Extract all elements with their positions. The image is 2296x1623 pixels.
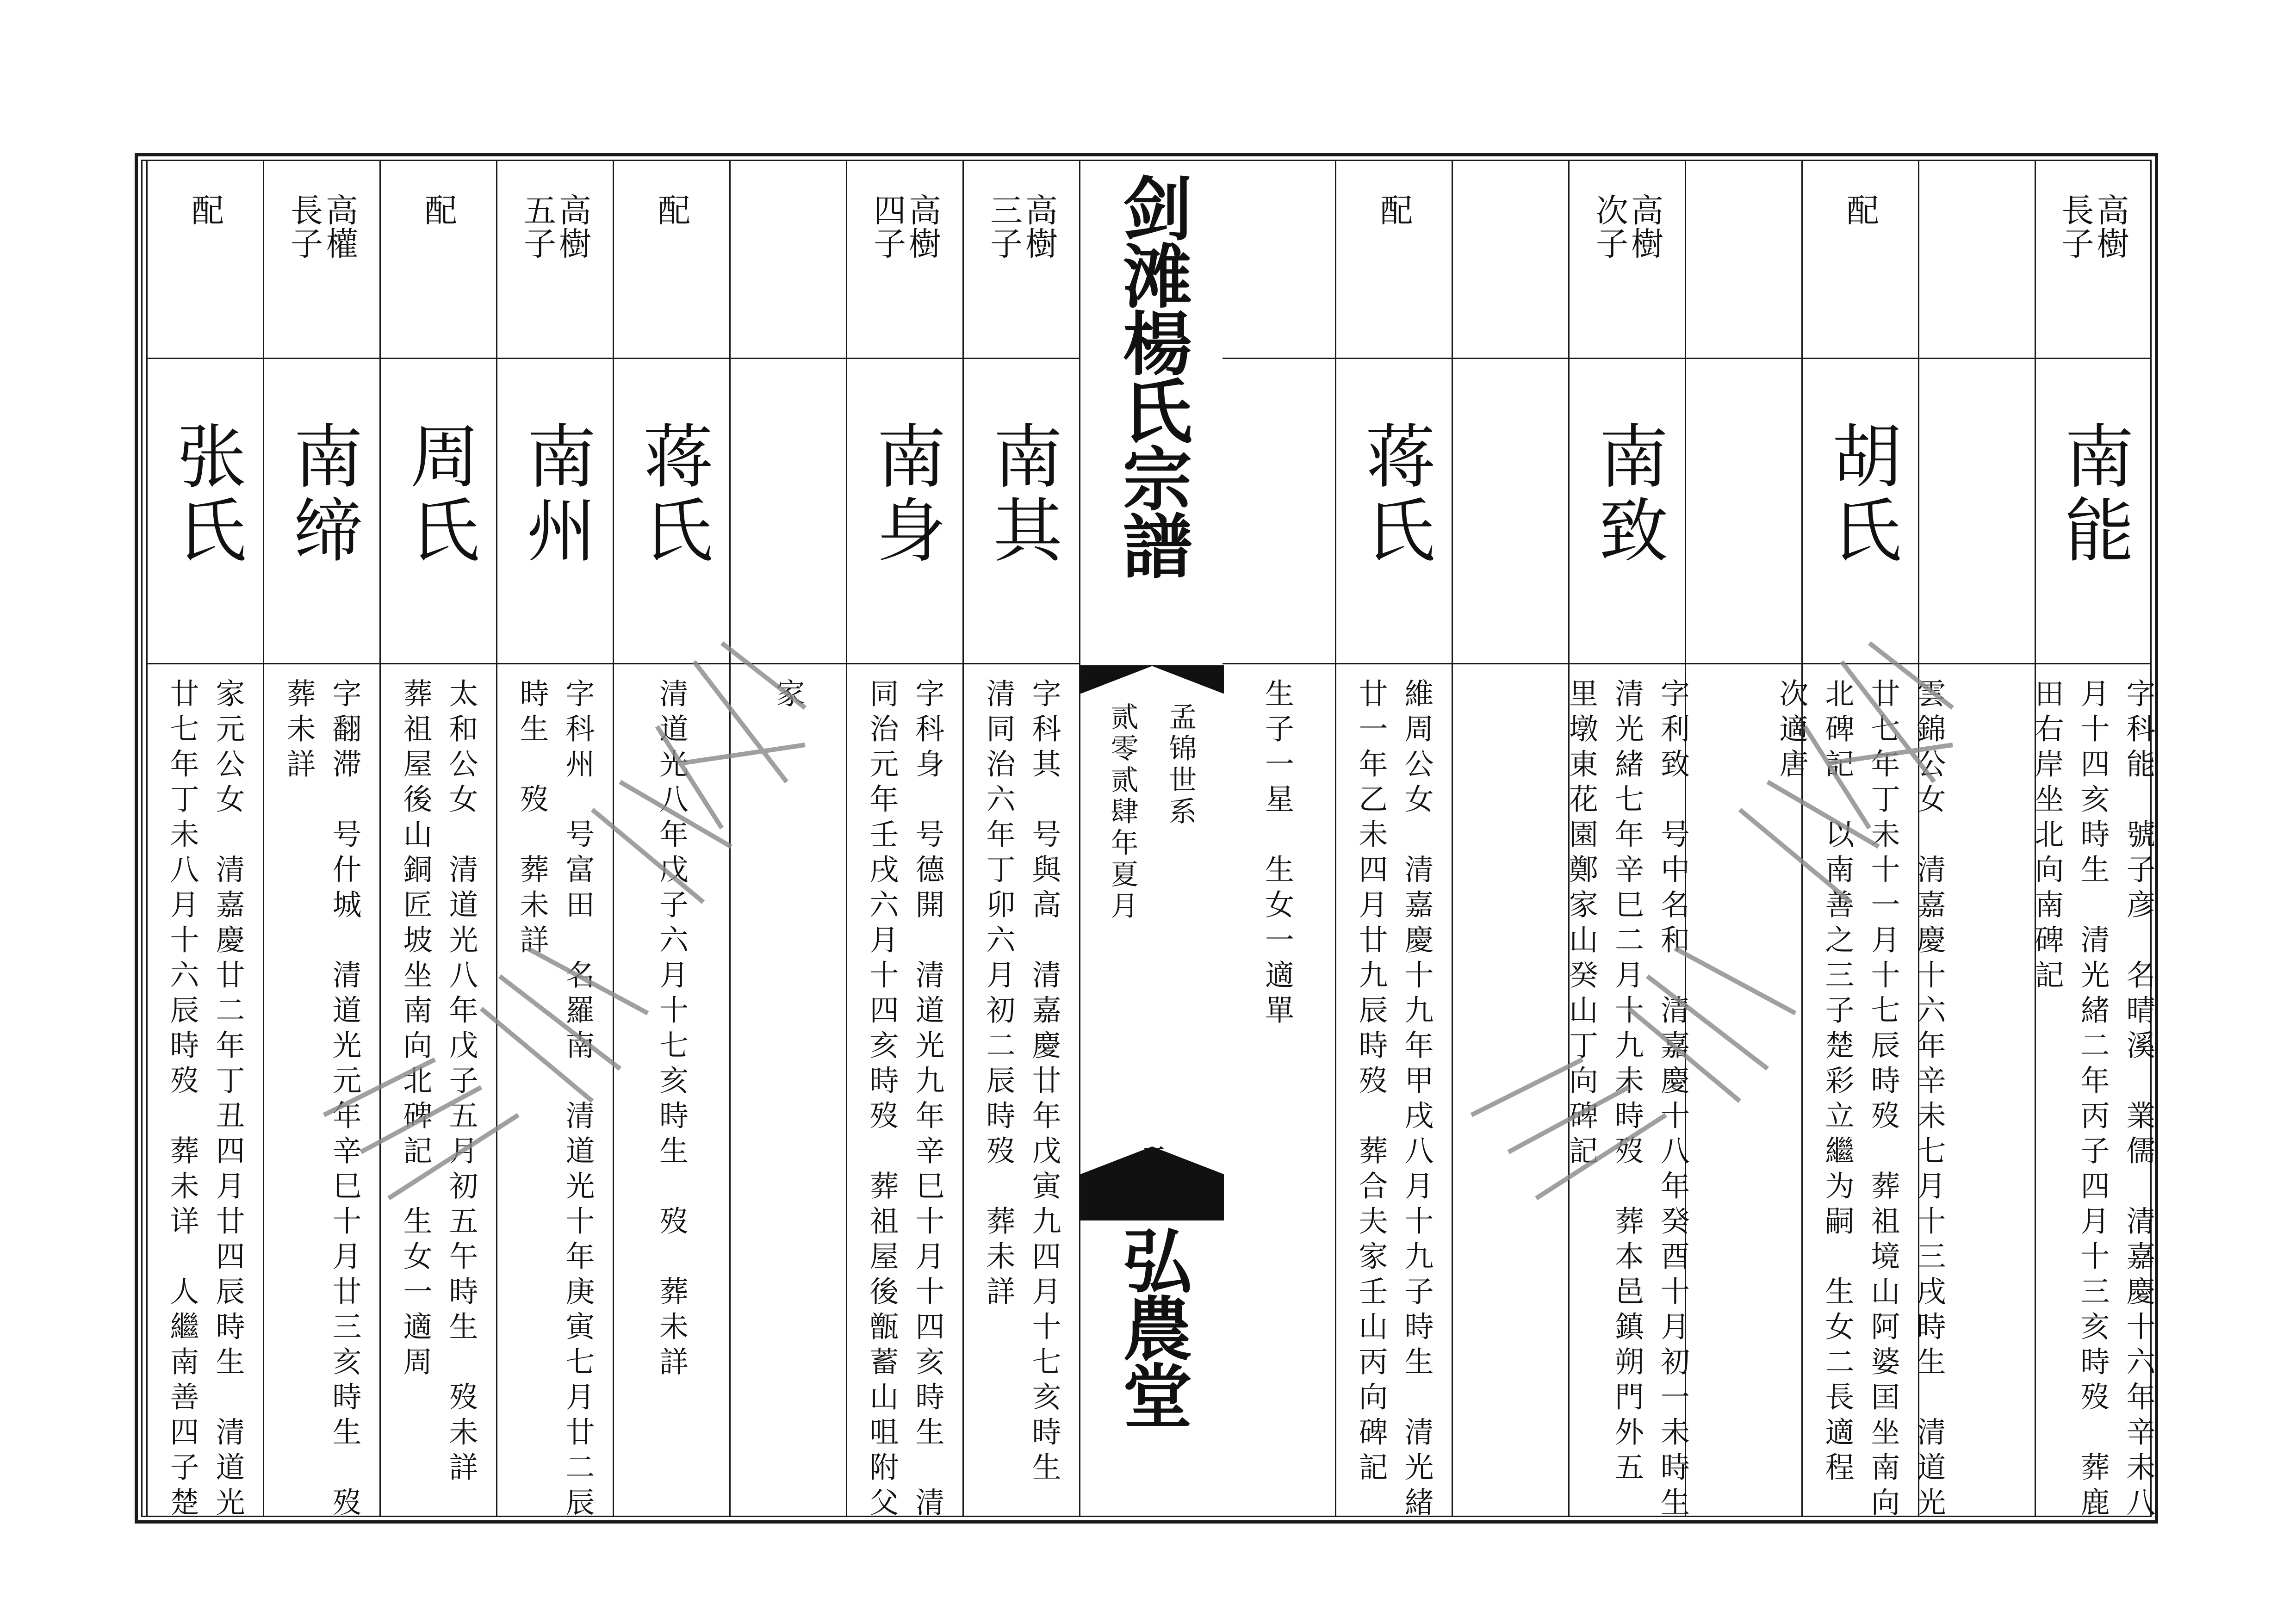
biography-line: 字翻滞 号什城 清道光元年辛巳十月廿三亥時生 歿: [328, 678, 362, 1522]
row-divider: [731, 358, 846, 359]
relation-title-line: 三子: [985, 193, 1023, 260]
person-name-text: 南其: [981, 420, 1062, 568]
biography: [614, 678, 729, 1511]
relation-title-line: 五子: [518, 193, 557, 260]
row-divider: [731, 663, 846, 664]
relation-title: [264, 193, 379, 260]
biography-line: 清道光八年戊子六月十七亥時生 歿 葬未詳: [655, 678, 689, 1381]
row-divider: [1453, 358, 1568, 359]
relation-title: [2036, 193, 2150, 260]
biography-line: 家: [771, 678, 805, 713]
biography: [847, 678, 962, 1522]
biography-line: 生子一星 生女一適單: [1260, 678, 1294, 1030]
person-name: [964, 420, 1079, 568]
person-name-text: 蒋氏: [1353, 420, 1434, 568]
person-name-text: 蒋氏: [631, 420, 712, 568]
relation-title-line: 配: [419, 193, 458, 227]
genealogy-column: [1685, 161, 1801, 1516]
biography-line: 葬祖屋後山銅匠坡坐南向北碑記 生女一適周: [398, 678, 433, 1381]
biography: [381, 678, 496, 1511]
relation-title-line: 高樹: [1626, 193, 1664, 260]
center-spine: [1079, 161, 1222, 1516]
row-divider: [847, 663, 962, 664]
relation-title: [381, 193, 496, 227]
row-divider: [2036, 358, 2150, 359]
row-divider: [964, 663, 1079, 664]
relation-title-line: 高樹: [2091, 193, 2129, 260]
relation-title-line: 配: [1375, 193, 1413, 227]
person-name: [1570, 420, 1685, 568]
biography-line: 時生 歿 葬未詳: [515, 678, 549, 960]
genealogy-column: [263, 161, 379, 1522]
genealogy-column: [1564, 161, 1690, 1522]
biography: [731, 678, 846, 1511]
row-divider: [264, 358, 379, 359]
biography: [264, 678, 379, 1522]
biography-line: 太和公女 清道光八年戊子五月初五午時生 歿未詳: [444, 678, 478, 1487]
biography: [964, 678, 1079, 1511]
row-divider: [614, 663, 729, 664]
biography-line: 字科州 号富田 名羅南 清道光十年庚寅七月廿二辰: [561, 678, 595, 1522]
person-name-text: 南州: [515, 420, 596, 568]
genealogy-column: [2030, 161, 2156, 1522]
person-name-text: 南能: [2053, 420, 2133, 568]
biography: [1686, 678, 1801, 1511]
biography-line: 廿一年乙未四月廿九辰時歿 葬合夫家壬山丙向碑記: [1354, 678, 1388, 1487]
genealogy-column: [1452, 161, 1568, 1516]
row-divider: [1686, 358, 1801, 359]
biography-line: 同治元年壬戌六月十四亥時歿 葬祖屋後甑蓄山咀附父: [865, 678, 899, 1522]
page-number: 二: [1135, 1142, 1168, 1174]
biography: [1336, 678, 1452, 1522]
row-divider: [1570, 358, 1685, 359]
biography-line: 廿七年丁未八月十六辰時歿 葬未详 人繼南善四子楚: [165, 678, 199, 1522]
row-divider: [1220, 358, 1335, 359]
relation-title: [1570, 193, 1685, 260]
row-divider: [381, 358, 496, 359]
row-divider: [1336, 663, 1452, 664]
biography: [1220, 678, 1335, 1511]
person-name: [497, 420, 613, 568]
relation-title-line: 長子: [285, 193, 323, 260]
date-label: 贰零贰肆年夏月: [1106, 702, 1139, 923]
relation-title: [847, 193, 962, 260]
biography-line: 北碑記 以南善之三子楚彩立繼为嗣 生女二長適程: [1820, 678, 1855, 1487]
biography-line: 廿七年丁未十一月十七辰時歿 葬祖境山阿婆囯坐南向: [1866, 678, 1900, 1522]
row-divider: [1220, 663, 1335, 664]
biography-line: 字科能 號子彦 名晴溪 業儒 清嘉慶十六年辛未八: [2122, 678, 2156, 1522]
biography: [1564, 678, 1690, 1522]
relation-title: [1336, 193, 1452, 227]
biography: [1775, 678, 1946, 1522]
relation-title: [497, 193, 613, 260]
hall-name: 弘農堂: [1111, 1225, 1192, 1428]
row-divider: [2036, 663, 2150, 664]
row-divider: [1803, 663, 1918, 664]
person-name-text: 胡氏: [1820, 420, 1901, 568]
row-divider: [148, 358, 263, 359]
person-name-text: 张氏: [165, 420, 246, 568]
relation-title-line: 配: [1841, 193, 1880, 227]
relation-title-line: 高樹: [903, 193, 942, 260]
relation-title-line: 高樹: [553, 193, 592, 260]
biography-line: 維周公女 清嘉慶十九年甲戌八月十九子時生 清光緒: [1400, 678, 1434, 1522]
genealogy-column: [379, 161, 496, 1516]
row-divider: [1453, 663, 1568, 664]
genealogy-column: [146, 161, 263, 1522]
relation-title: [1803, 193, 1918, 227]
genealogy-column: [1775, 161, 1946, 1522]
relation-title-line: 高權: [320, 193, 359, 260]
row-divider: [847, 358, 962, 359]
biography-line: 家元公女 清嘉慶廿二年丁丑四月廿四辰時生 清道光: [211, 678, 245, 1522]
biography-line: 次適唐: [1775, 678, 1809, 784]
spine-info: [1080, 702, 1222, 923]
genealogy-column: [496, 161, 613, 1522]
row-divider: [1803, 358, 1918, 359]
biography-line: 田右岸坐北向南碑記: [2030, 678, 2064, 995]
person-name-text: 南致: [1587, 420, 1668, 568]
row-divider: [614, 358, 729, 359]
relation-title-line: 四子: [868, 193, 906, 260]
relation-title-line: 次子: [1590, 193, 1629, 260]
lineage-label: 孟锦世系: [1164, 702, 1197, 828]
person-name: [381, 420, 496, 568]
genealogy-column: [1218, 161, 1335, 1516]
biography: [1453, 678, 1568, 1511]
relation-title-line: 高樹: [1020, 193, 1058, 260]
relation-title-line: 配: [652, 193, 691, 227]
row-divider: [381, 663, 496, 664]
row-divider: [1919, 663, 2035, 664]
row-divider: [964, 358, 1079, 359]
genealogy-column: [613, 161, 729, 1516]
biography-line: 雲錦公女 清嘉慶十六年辛未七月十三戌時生 清道光: [1912, 678, 1946, 1522]
biography-line: 葬未詳: [282, 678, 316, 784]
person-name-text: 周氏: [398, 420, 479, 568]
biography-line: 里墩東花園鄭家山癸山丁向碑記: [1564, 678, 1598, 1171]
row-divider: [148, 663, 263, 664]
row-divider: [1919, 358, 2035, 359]
relation-title-line: 配: [186, 193, 224, 227]
person-name-text: 南缔: [281, 420, 362, 568]
row-divider: [1686, 663, 1801, 664]
row-divider: [264, 663, 379, 664]
biography-line: 字科身 号德開 清道光九年辛巳十月十四亥時生 清: [911, 678, 945, 1522]
person-name: [1803, 420, 1918, 568]
biography: [2030, 678, 2156, 1522]
person-name: [264, 420, 379, 568]
row-divider: [1570, 663, 1685, 664]
genealogy-column: [1335, 161, 1452, 1522]
person-name: [2036, 420, 2150, 568]
genealogy-column: [962, 161, 1079, 1516]
biography-line: 字利致 号中名和 清嘉慶十八年癸酉十月初一未時生: [1656, 678, 1690, 1522]
biography-line: 字科其 号與高 清嘉慶廿年戊寅九四月十七亥時生: [1027, 678, 1061, 1487]
relation-title: [614, 193, 729, 227]
genealogy-column: [729, 161, 846, 1516]
row-divider: [497, 663, 613, 664]
row-divider: [497, 358, 613, 359]
biography-line: 月十四亥時生 清光緒二年丙子四月十三亥時歿 葬鹿: [2076, 678, 2110, 1522]
person-name: [847, 420, 962, 568]
biography-line: 清同治六年丁卯六月初二辰時歿 葬未詳: [981, 678, 1016, 1311]
relation-title-line: 長子: [2056, 193, 2094, 260]
person-name: [148, 420, 263, 568]
biography: [497, 678, 613, 1522]
person-name: [614, 420, 729, 568]
biography: [148, 678, 263, 1522]
book-title: 剑滩楊氏宗譜: [1111, 173, 1192, 578]
person-name: [1336, 420, 1452, 568]
row-divider: [1336, 358, 1452, 359]
genealogy-column: [846, 161, 962, 1522]
biography-line: 清光緒七年辛巳二月十九未時歿 葬本邑鎮朔門外五: [1610, 678, 1644, 1487]
relation-title: [148, 193, 263, 227]
person-name-text: 南身: [864, 420, 945, 568]
relation-title: [964, 193, 1079, 260]
